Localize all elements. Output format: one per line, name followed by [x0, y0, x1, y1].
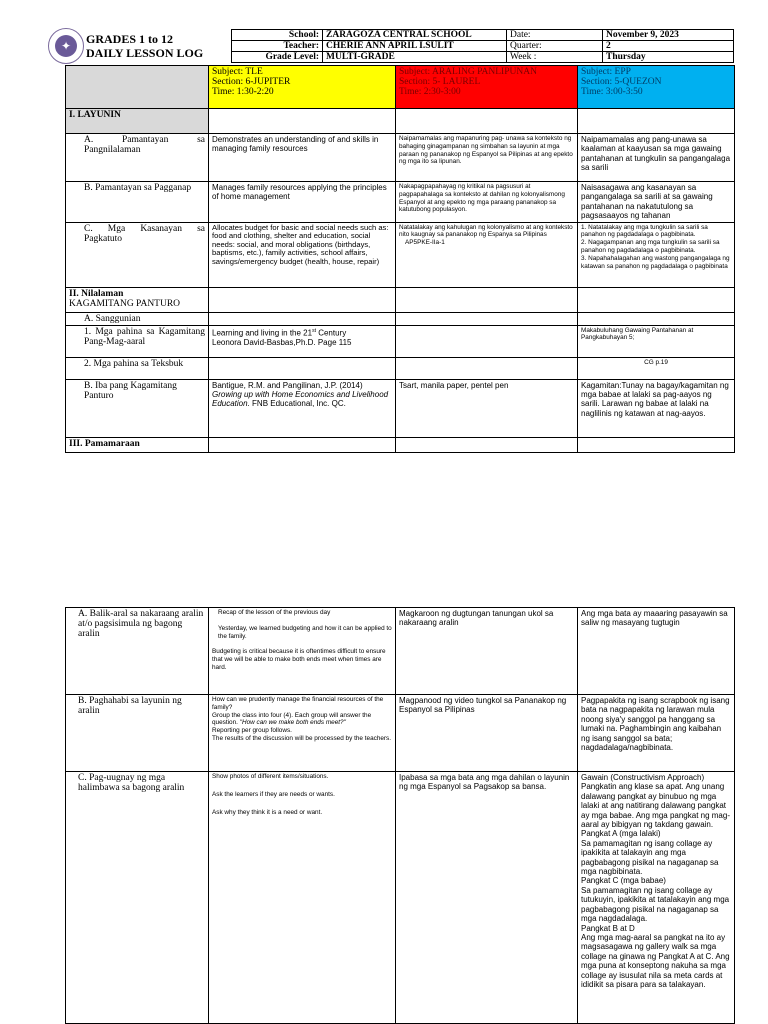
week-label: Week : [507, 52, 603, 63]
recap-text: Recap of the lesson of the previous day [218, 609, 331, 616]
pangkat-c-task: Sa pamamagitan ng isang collage ay tutukuyin, ipakikita at tatalakayin ang mga pagbabagong pisikal na nagaganap sa mga nagdadalaga. [581, 885, 730, 924]
row-label: B. Pamantayan sa Pagganap [66, 182, 209, 223]
tle-ref-authors: Bantigue, R.M. and Pangilinan, J.P. (2014) [212, 380, 363, 390]
empty-cell [209, 287, 396, 312]
pamantayan-pagganap-row [66, 182, 735, 223]
pag-uugnay-row [66, 772, 735, 1024]
epp-cell: Kagamitan:Tunay na bagay/kagamitan ng mga babae at lalaki sa pag-aayos ng sarili. Larawan ng babae at lalaki na naglilinis ng katawan at nag-aayos. [578, 379, 735, 437]
lesson-log-table-page2 [65, 607, 735, 1024]
show-photos-text: Show photos of different items/situations. [212, 773, 329, 780]
ap-cell: Tsart, manila paper, pentel pen [396, 379, 578, 437]
group-question: "How can we make both ends meet?" [239, 719, 346, 727]
gawain-instructions: Pangkatin ang klase sa apat. Ang unang dalawang pangkat ay binubuo ng mga lalaki at ang natitirang dalawang pangkat ay mga babae. Ang mga pangkat ng mag-aaral ay bibigyan ng takdang gawain. [581, 782, 730, 830]
empty-cell [396, 325, 578, 357]
nilalaman-row [66, 287, 735, 312]
epp-cell: Naipamamalas ang pang-unawa sa kaalaman at kaayusan sa mga gawaing pantahanan at tungkulin sa pangangalaga sa sarili [578, 134, 735, 182]
epp-objective-2: 2. Nagagampanan ang mga tungkulin sa sarili sa panahon ng pagdadalaga o pagbibinata. [581, 239, 720, 255]
kagamitang-pang-magaaral-row [66, 325, 735, 357]
epp-cell: Ang mga bata ay maaaring pasayawin sa saliw ng masayang tugtugin [578, 608, 735, 695]
header-row-school [232, 30, 734, 41]
subject-ap: Subject: ARALING PANLIPUNAN [399, 67, 537, 77]
subject-ap-cell [396, 66, 578, 109]
tle-cell [209, 695, 396, 772]
ap-cell: Magkaroon ng dugtungan tanungan ukol sa nakaraang aralin [396, 608, 578, 695]
ap-competency: Natatalakay ang kahulugan ng kolonyalismo at ang konteksto nito kaugnay sa pananakop ng Espanya sa Pilipinas [399, 223, 573, 239]
empty-cell [209, 109, 396, 134]
row-label: A. Balik-aral sa nakaraang aralin at/o pagsisimula ng bagong aralin [66, 608, 209, 695]
book-title-sup: st [312, 327, 316, 334]
time-tle: Time: 1:30-2:20 [212, 87, 274, 97]
ap-cell: Ipabasa sa mga bata ang mga dahilan o layunin ng mga Espanyol sa Pagsakop sa bansa. [396, 772, 578, 1024]
blank-corner-cell [66, 66, 209, 109]
epp-cell: Pagpapakita ng isang scrapbook ng isang bata na nagpapakita ng larawan mula noong siya'y sanggol pa hanggang sa lumaki na. Paghambingin ang kaibahan ng isang sanggol sa bata; nagdadalaga/nagbibinata. [578, 695, 735, 772]
tle-book-author: Leonora David-Basbas,Ph.D. Page 115 [212, 337, 352, 347]
ap-cell: Nakapagpapahayag ng kritikal na pagsusuri at pagpapahalaga sa konteksto at dahilan ng kolonyalismong Espanyol at ang epekto ng mga paraang pananakop sa katutubong populasyon. [396, 182, 578, 223]
balik-aral-row [66, 608, 735, 695]
how-question: How can we prudently manage the financial resources of the family? [212, 696, 384, 711]
row-label: B. Paghahabi sa layunin ng aralin [66, 695, 209, 772]
empty-cell [396, 357, 578, 379]
empty-cell [578, 437, 735, 452]
time-ap: Time: 2:30-3:00 [399, 87, 461, 97]
pangkat-c-heading: Pangkat C (mga babae) [581, 876, 666, 886]
empty-cell [209, 312, 396, 325]
layunin-heading: I. LAYUNIN [66, 109, 209, 134]
empty-cell [578, 312, 735, 325]
tle-cell: Manages family resources applying the principles of home management [209, 182, 396, 223]
teksbuk-row [66, 357, 735, 379]
school-label: School: [232, 30, 323, 41]
sanggunian-row [66, 312, 735, 325]
budgeting-text: Budgeting is critical because it is oftentimes difficult to ensure that we will be able to make both ends meet when times are hard. [212, 648, 386, 671]
nilalaman-heading-cell [66, 287, 209, 312]
epp-objective-3: 3. Napahahalagahan ang wastong pangangalaga ng katawan sa panahon ng pagdadalaga o pagbibinata [581, 254, 730, 270]
subject-tle-cell [209, 66, 396, 109]
yesterday-text: Yesterday, we learned budgeting and how it can be applied to the family. [218, 624, 392, 640]
epp-cell [578, 772, 735, 1024]
date-label: Date: [507, 30, 603, 41]
kasanayan-row [66, 222, 735, 287]
tle-cell: Demonstrates an understanding of and skills in managing family resources [209, 134, 396, 182]
header-row-grade [232, 52, 734, 63]
row-label: 1. Mga pahina sa Kagamitang Pang-Mag-aaral [66, 325, 209, 357]
group-text: Group the class into four (4). Each group will answer the question. [212, 711, 372, 727]
pangkat-a-heading: Pangkat A (mga lalaki) [581, 829, 661, 839]
subject-epp: Subject: EPP [581, 67, 631, 77]
results-text: The results of the discussion will be processed by the teachers. [212, 734, 392, 742]
empty-cell [396, 109, 578, 134]
header-info-table [231, 29, 734, 63]
sanggunian-label: A. Sanggunian [66, 312, 209, 325]
tle-cell: Allocates budget for basic and social needs such as: food and clothing, shelter and education, social needs: social, and moral obligations (birthdays, baptisms, etc.), family activities, school affairs, savings/emergency budget (health, house, repair) [209, 222, 396, 287]
tle-ref-book-title: Growing up with Home Economics and Livelihood Education. [212, 390, 389, 409]
pamantayan-pangnilalaman-row [66, 134, 735, 182]
tle-ref-book [212, 390, 392, 409]
row-label: C. Mga Kasanayan sa Pagkatuto [66, 222, 209, 287]
title-line-2: DAILY LESSON LOG [86, 46, 204, 60]
pamamaraan-row [66, 437, 735, 452]
section-laurel: Section: 5- LAUREL [399, 77, 481, 87]
ap-cell [396, 222, 578, 287]
epp-cell [578, 222, 735, 287]
quarter-value: 2 [603, 41, 734, 52]
school-value: ZARAGOZA CENTRAL SCHOOL [323, 30, 507, 41]
row-label: B. Iba pang Kagamitang Panturo [66, 379, 209, 437]
subject-tle: Subject: TLE [212, 67, 263, 77]
grade-level-value: MULTI-GRADE [323, 52, 507, 63]
epp-cell: Makabuluhang Gawaing Pantahanan at Pangkabuhayan 5; [578, 325, 735, 357]
pamamaraan-heading: III. Pamamaraan [66, 437, 209, 452]
time-epp: Time: 3:00-3:50 [581, 87, 643, 97]
group-instruction [212, 712, 392, 728]
grade-level-label: Grade Level: [232, 52, 323, 63]
book-title-text-2: Century [315, 328, 347, 338]
gawain-title: Gawain (Constructivism Approach) [581, 773, 705, 782]
row-label: C. Pag-uugnay ng mga halimbawa sa bagong aralin [66, 772, 209, 1024]
teacher-label: Teacher: [232, 41, 323, 52]
lesson-log-table-page1 [65, 65, 735, 453]
epp-cell: Naisasagawa ang kasanayan sa pangangalaga sa sarili at sa gawaing pantahanan na nakatutulong sa pagsasaayos ng tahanan [578, 182, 735, 223]
deped-seal-logo: ✦ [48, 28, 84, 64]
tle-cell [209, 608, 396, 695]
empty-cell [578, 287, 735, 312]
ap-cell: Magpanood ng video tungkol sa Pananakop ng Espanyol sa Pilipinas [396, 695, 578, 772]
kagamitan-heading: KAGAMITANG PANTURO [69, 298, 181, 309]
title-line-1: GRADES 1 to 12 [86, 32, 174, 46]
layunin-row [66, 109, 735, 134]
ask-needs-text: Ask the learners if they are needs or wants. [212, 790, 335, 798]
epp-objective-1: 1. Natatalakay ang mga tungkulin sa sarili sa panahon ng pagdadalaga o pagbibinata. [581, 223, 708, 239]
date-value: November 9, 2023 [603, 30, 734, 41]
empty-cell [209, 357, 396, 379]
empty-cell [396, 312, 578, 325]
quarter-label: Quarter: [507, 41, 603, 52]
nilalaman-heading: II. Nilalaman [69, 288, 124, 299]
paghahabi-row [66, 695, 735, 772]
book-title-text: Learning and living in the 21 [212, 328, 313, 338]
pangkat-a-task: Sa pamamagitan ng isang collage ay ipakikita at talakayin ang mga pagbabagong pisikal na nagaganap sa mga nagbibinata. [581, 838, 719, 877]
empty-cell [578, 109, 735, 134]
iba-pang-kagamitan-row [66, 379, 735, 437]
subject-epp-cell [578, 66, 735, 109]
subject-header-row [66, 66, 735, 109]
row-label: 2. Mga pahina sa Teksbuk [66, 357, 209, 379]
ask-why-text: Ask why they think it is a need or want. [212, 808, 323, 816]
reporting-text: Reporting per group follows. [212, 727, 292, 735]
section-jupiter: Section: 6-JUPITER [212, 77, 291, 87]
tle-cell [209, 772, 396, 1024]
ap-cell: Naipamamalas ang mapanuring pag- unawa sa konteksto ng bahaging ginagampanan ng simbahan sa layunin at mga paraan ng pananakop ng Espanyol sa Pilipinas at ang epekto ng mga ito sa lipunan. [396, 134, 578, 182]
tle-book-title [212, 327, 392, 338]
empty-cell [209, 437, 396, 452]
pangkat-bd-task: Ang mga mag-aaral sa pangkat na ito ay magsasagawa ng gallery walk sa mga collage na ginawa ng Pangkat A at C. Ang mga puna at konseptong nakuha sa mga collage ay isusulat nila sa meta cards at ididikit sa pisara para sa talakayan. [581, 932, 730, 989]
tle-ref-publisher: FNB Educational, Inc. QC. [249, 399, 346, 409]
pangkat-bd-heading: Pangkat B at D [581, 923, 635, 933]
empty-cell [396, 437, 578, 452]
section-quezon: Section: 5-QUEZON [581, 77, 662, 87]
week-value: Thursday [603, 52, 734, 63]
row-label: A. Pamantayan sa Pangnilalaman [66, 134, 209, 182]
teacher-value: CHERIE ANN APRIL I.SULIT [323, 41, 507, 52]
tle-cell [209, 379, 396, 437]
tle-cell [209, 325, 396, 357]
header-row-teacher [232, 41, 734, 52]
ap-code: AP5PKE-IIa-1 [405, 239, 445, 247]
document-title [86, 32, 203, 60]
empty-cell [396, 287, 578, 312]
epp-cell: CG p.19 [578, 357, 735, 379]
